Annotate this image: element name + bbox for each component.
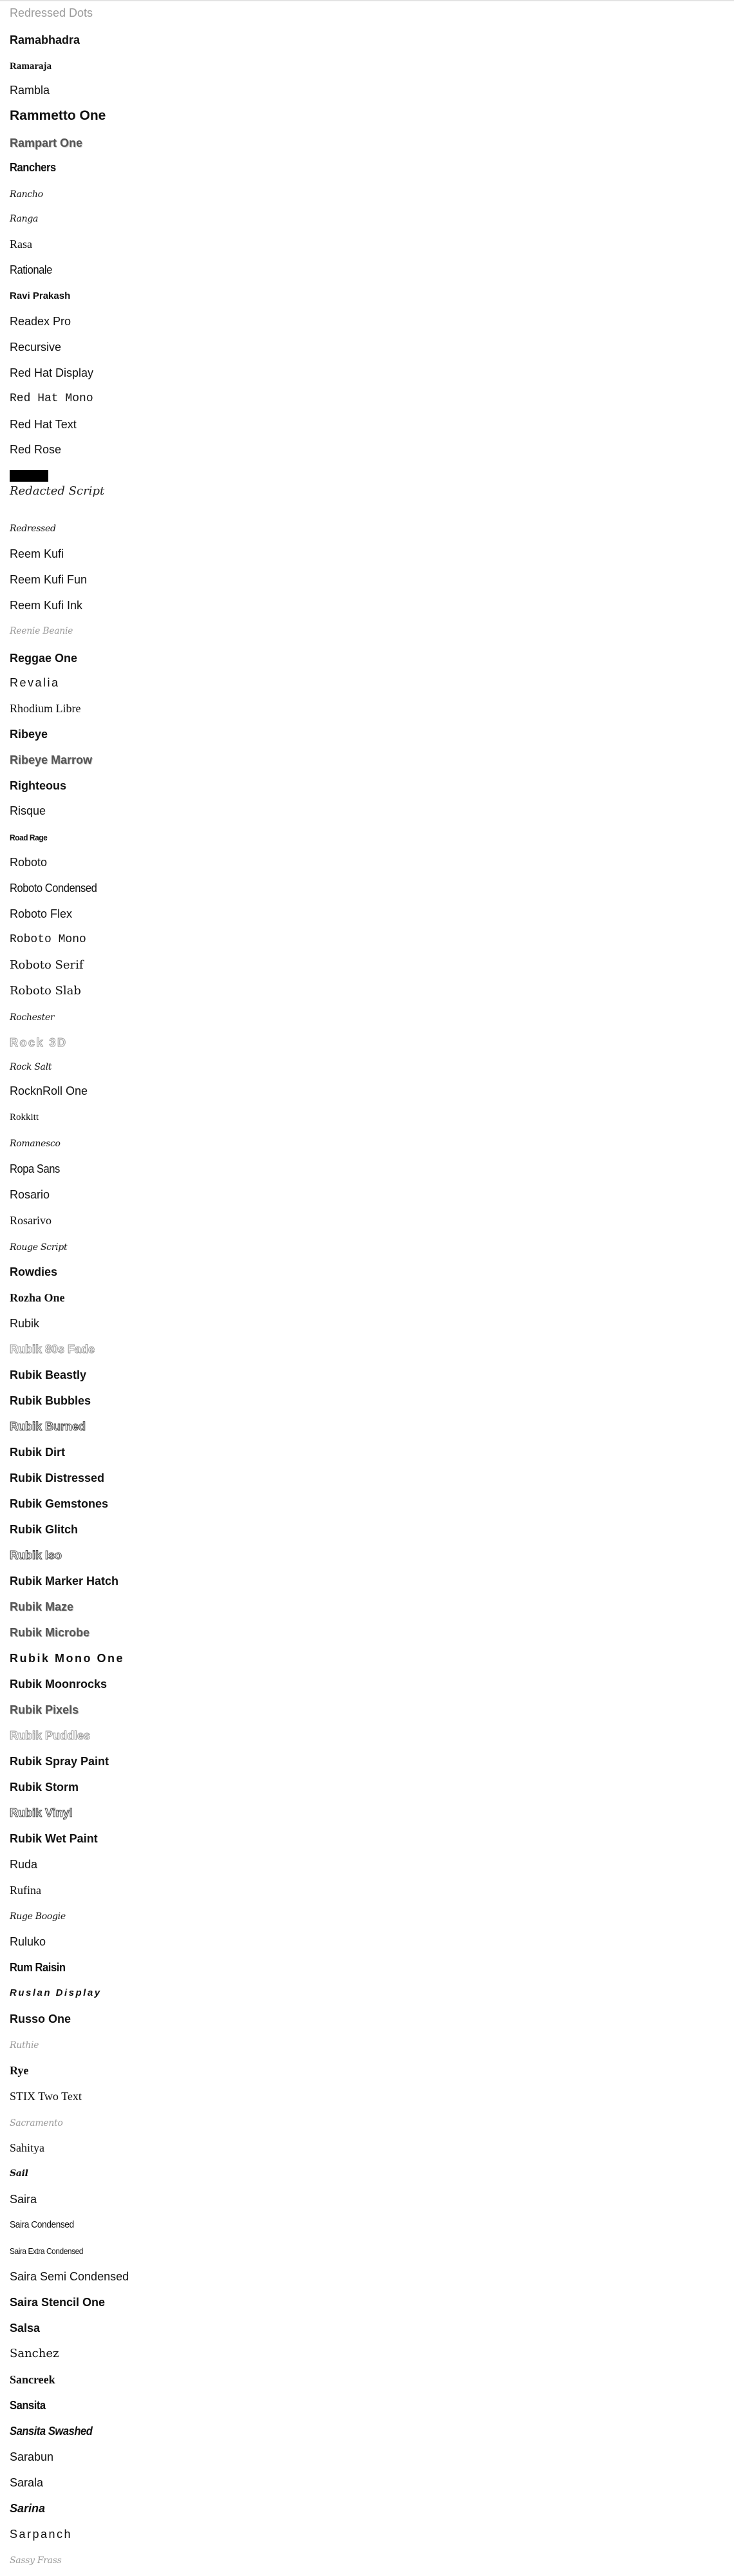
font-item[interactable]: Rubik Spray Paint — [10, 1755, 109, 1768]
font-item[interactable]: Rubik Pixels — [10, 1703, 79, 1716]
font-item[interactable]: Sanchez — [10, 2347, 59, 2360]
font-item[interactable]: Ranga — [10, 214, 39, 224]
font-item[interactable]: Rokkitt — [10, 1112, 39, 1122]
redacted-script-sample[interactable]: Redacted Script — [10, 484, 105, 498]
font-item[interactable]: Salsa — [10, 2322, 41, 2334]
font-item[interactable]: Rock Salt — [10, 1062, 52, 1072]
font-item[interactable]: Ruslan Display — [10, 1987, 102, 1998]
font-item[interactable]: Rubik Gemstones — [10, 1497, 109, 1510]
font-item[interactable]: Ranchers — [10, 161, 56, 174]
font-item[interactable]: Roboto Serif — [10, 958, 84, 972]
font-item[interactable]: Road Rage — [10, 833, 48, 842]
font-item[interactable]: Rubik Maze — [10, 1600, 74, 1613]
font-item[interactable]: Revalia — [10, 676, 60, 689]
font-item[interactable]: Rock 3D — [10, 1036, 68, 1049]
font-item[interactable]: Rowdies — [10, 1265, 58, 1278]
font-item[interactable]: Rosarivo — [10, 1214, 52, 1227]
font-item[interactable]: Saira Stencil One — [10, 2296, 106, 2309]
font-item[interactable]: Reem Kufi — [10, 547, 64, 560]
font-item[interactable]: Rubik Bubbles — [10, 1394, 91, 1407]
font-item[interactable]: Ropa Sans — [10, 1162, 60, 1175]
redacted-font-sample[interactable] — [10, 470, 48, 482]
font-item[interactable]: Roboto Condensed — [10, 882, 97, 895]
font-item[interactable]: Rubik Burned — [10, 1420, 86, 1433]
font-item[interactable]: Ramabhadra — [10, 33, 80, 46]
font-item[interactable]: Russo One — [10, 2012, 71, 2025]
font-item[interactable]: Reem Kufi Ink — [10, 599, 83, 612]
font-item[interactable]: Reggae One — [10, 652, 78, 665]
font-item[interactable]: Sail — [10, 2168, 28, 2179]
font-item[interactable]: Sarala — [10, 2476, 44, 2489]
font-item[interactable]: Roboto — [10, 856, 48, 869]
font-item[interactable]: Rubik Vinyl — [10, 1806, 73, 1819]
font-item[interactable]: Ruthie — [10, 2040, 39, 2050]
font-item[interactable]: Red Hat Text — [10, 418, 77, 431]
font-item[interactable]: Sarpanch — [10, 2528, 73, 2541]
font-item[interactable]: Rampart One — [10, 137, 83, 149]
font-item[interactable]: Reenie Beanie — [10, 626, 73, 636]
font-item[interactable]: Rye — [10, 2064, 29, 2077]
font-item[interactable]: Ribeye — [10, 728, 48, 741]
font-item[interactable]: RocknRoll One — [10, 1084, 88, 1097]
font-item[interactable]: Rambla — [10, 84, 50, 97]
font-item[interactable]: Rubik Storm — [10, 1781, 79, 1794]
font-item[interactable]: Rufina — [10, 1884, 41, 1897]
font-item[interactable]: STIX Two Text — [10, 2090, 82, 2103]
font-item[interactable]: Rubik Marker Hatch — [10, 1575, 119, 1587]
font-item[interactable]: Rubik Wet Paint — [10, 1832, 98, 1845]
font-item[interactable]: Rubik Distressed — [10, 1472, 105, 1484]
font-item[interactable]: Red Rose — [10, 443, 62, 456]
font-item[interactable]: Rosario — [10, 1188, 50, 1201]
font-item[interactable]: Ramaraja — [10, 61, 52, 71]
font-item[interactable]: Rubik Moonrocks — [10, 1678, 108, 1690]
font-item[interactable]: Romanesco — [10, 1139, 61, 1149]
font-item-redressed-dots[interactable]: Redressed Dots — [10, 6, 93, 19]
font-item[interactable]: Recursive — [10, 341, 62, 354]
font-item[interactable]: Sacramento — [10, 2118, 63, 2128]
font-item[interactable]: Sassy Frass — [10, 2555, 62, 2566]
font-item[interactable]: Sansita — [10, 2399, 46, 2412]
font-item[interactable]: Rubik Beastly — [10, 1368, 87, 1381]
font-item[interactable]: Sansita Swashed — [10, 2425, 93, 2438]
font-item[interactable]: Ruda — [10, 1858, 38, 1871]
font-item[interactable]: Rubik Iso — [10, 1549, 62, 1562]
font-item[interactable]: Rubik 80s Fade — [10, 1343, 95, 1356]
font-item[interactable]: Rubik Glitch — [10, 1523, 79, 1536]
font-item[interactable]: Ruluko — [10, 1935, 46, 1948]
font-item[interactable]: Rouge Script — [10, 1242, 68, 1253]
font-item[interactable]: Rozha One — [10, 1291, 65, 1304]
font-item[interactable]: Saira — [10, 2193, 37, 2206]
font-item[interactable]: Rationale — [10, 263, 52, 276]
font-item[interactable]: Sarabun — [10, 2450, 54, 2463]
font-item[interactable]: Rubik Puddles — [10, 1729, 91, 1742]
font-item[interactable]: Redressed — [10, 524, 56, 534]
font-item[interactable]: Rancho — [10, 189, 43, 200]
font-item[interactable]: Rammetto One — [10, 108, 106, 123]
font-item[interactable]: Readex Pro — [10, 315, 71, 328]
font-item[interactable]: Rhodium Libre — [10, 702, 81, 715]
font-item[interactable]: Sancreek — [10, 2373, 55, 2386]
font-item[interactable]: Ruge Boogie — [10, 1911, 66, 1922]
font-item[interactable]: Rubik — [10, 1317, 40, 1330]
font-item[interactable]: Rasa — [10, 238, 32, 251]
font-item[interactable]: Rubik Mono One — [10, 1652, 124, 1665]
font-item[interactable]: Rochester — [10, 1012, 55, 1023]
font-item[interactable]: Saira Semi Condensed — [10, 2270, 129, 2283]
font-item[interactable]: Roboto Slab — [10, 984, 81, 998]
font-item[interactable]: Saira Condensed — [10, 2219, 74, 2230]
font-item[interactable]: Red Hat Mono — [10, 392, 93, 405]
font-item[interactable]: Ravi Prakash — [10, 290, 71, 301]
font-item[interactable]: Reem Kufi Fun — [10, 573, 88, 586]
font-item[interactable]: Rubik Dirt — [10, 1446, 66, 1459]
font-item[interactable]: Roboto Flex — [10, 907, 73, 920]
font-item[interactable]: Righteous — [10, 779, 66, 792]
font-item[interactable]: Rubik Microbe — [10, 1626, 90, 1639]
font-item[interactable]: Roboto Mono — [10, 933, 86, 946]
font-item[interactable]: Sahitya — [10, 2141, 44, 2154]
top-divider — [0, 0, 734, 1]
font-item[interactable]: Ribeye Marrow — [10, 753, 93, 766]
font-item[interactable]: Red Hat Display — [10, 366, 94, 379]
font-item[interactable]: Saira Extra Condensed — [10, 2246, 84, 2256]
font-item[interactable]: Sarina — [10, 2502, 46, 2515]
font-item[interactable]: Risque — [10, 804, 46, 817]
font-item[interactable]: Rum Raisin — [10, 1961, 66, 1974]
